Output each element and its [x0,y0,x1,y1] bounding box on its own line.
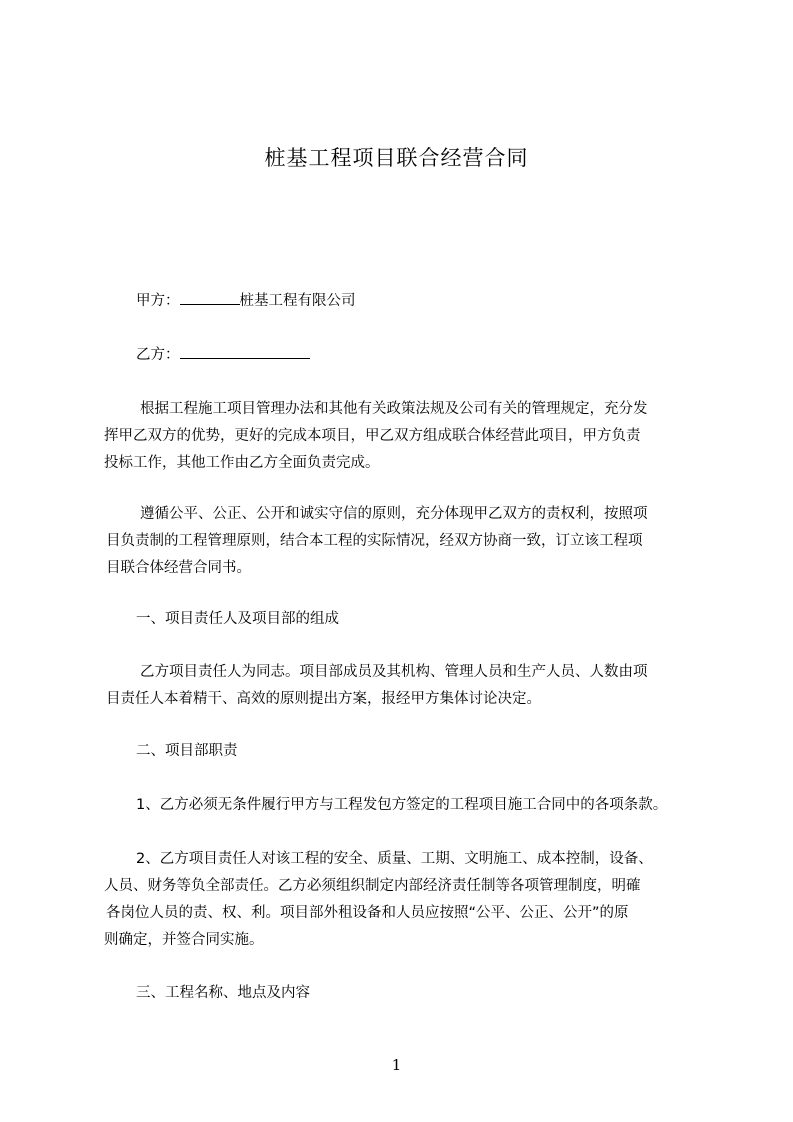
section-2-item-1: 1、乙方必须无条件履行甲方与工程发包方签定的工程项目施工合同中的各项条款。 [136,797,668,813]
section-1-body-line-1: 乙方项目责任人为同志。项目部成员及其机构、管理人员和生产人员、人数由项 [140,664,648,680]
party-a-line [136,291,756,311]
section-2-item-2-line-4: 则确定，并签合同实施。 [104,932,264,948]
intro-2-line-3: 目联合体经营合同书。 [106,560,251,576]
intro-1-line-3: 投标工作，其他工作由乙方全面负责完成。 [104,455,380,471]
party-a-name: 桩基工程有限公司 [239,293,356,309]
section-1-body-line-2: 目责任人本着精干、高效的原则提出方案，报经甲方集体讨论决定。 [106,691,541,707]
intro-2-line-1: 遵循公平、公正、公开和诚实守信的原则，充分体现甲乙双方的责权利，按照项 [140,506,648,522]
section-2-item-2-line-3: 各岗位人员的责、权、利。项目部外租设备和人员应按照“公平、公正、公开”的原 [106,905,629,921]
intro-1-line-2: 挥甲乙双方的优势，更好的完成本项目，甲乙双方组成联合体经营此项目，甲方负责 [104,428,641,444]
section-3-heading: 三、工程名称、地点及内容 [136,985,310,1001]
party-a-label: 甲方： [136,293,180,309]
section-2-item-2-line-1: 2、乙方项目责任人对该工程的安全、质量、工期、文明施工、成本控制，设备、 [136,851,653,867]
party-a-blank [180,291,240,305]
section-2-item-2-line-2: 人员、财务等负全部责任。乙方必须组织制定内部经济责任制等各项管理制度，明確 [104,878,641,894]
intro-2-line-2: 目负责制的工程管理原则，结合本工程的实际情况，经双方协商一致，订立该工程项 [106,533,643,549]
party-b-line [136,345,756,365]
page-number: 1 [391,1056,402,1074]
intro-1-line-1: 根据工程施工项目管理办法和其他有关政策法规及公司有关的管理规定，充分发 [140,401,648,417]
section-1-heading: 一、项目责任人及项目部的组成 [136,611,339,627]
party-b-label: 乙方： [136,347,180,363]
document-title: 桩基工程项目联合经营合同 [264,146,529,170]
party-b-blank [180,345,310,359]
section-2-heading: 二、项目部职责 [136,743,238,759]
